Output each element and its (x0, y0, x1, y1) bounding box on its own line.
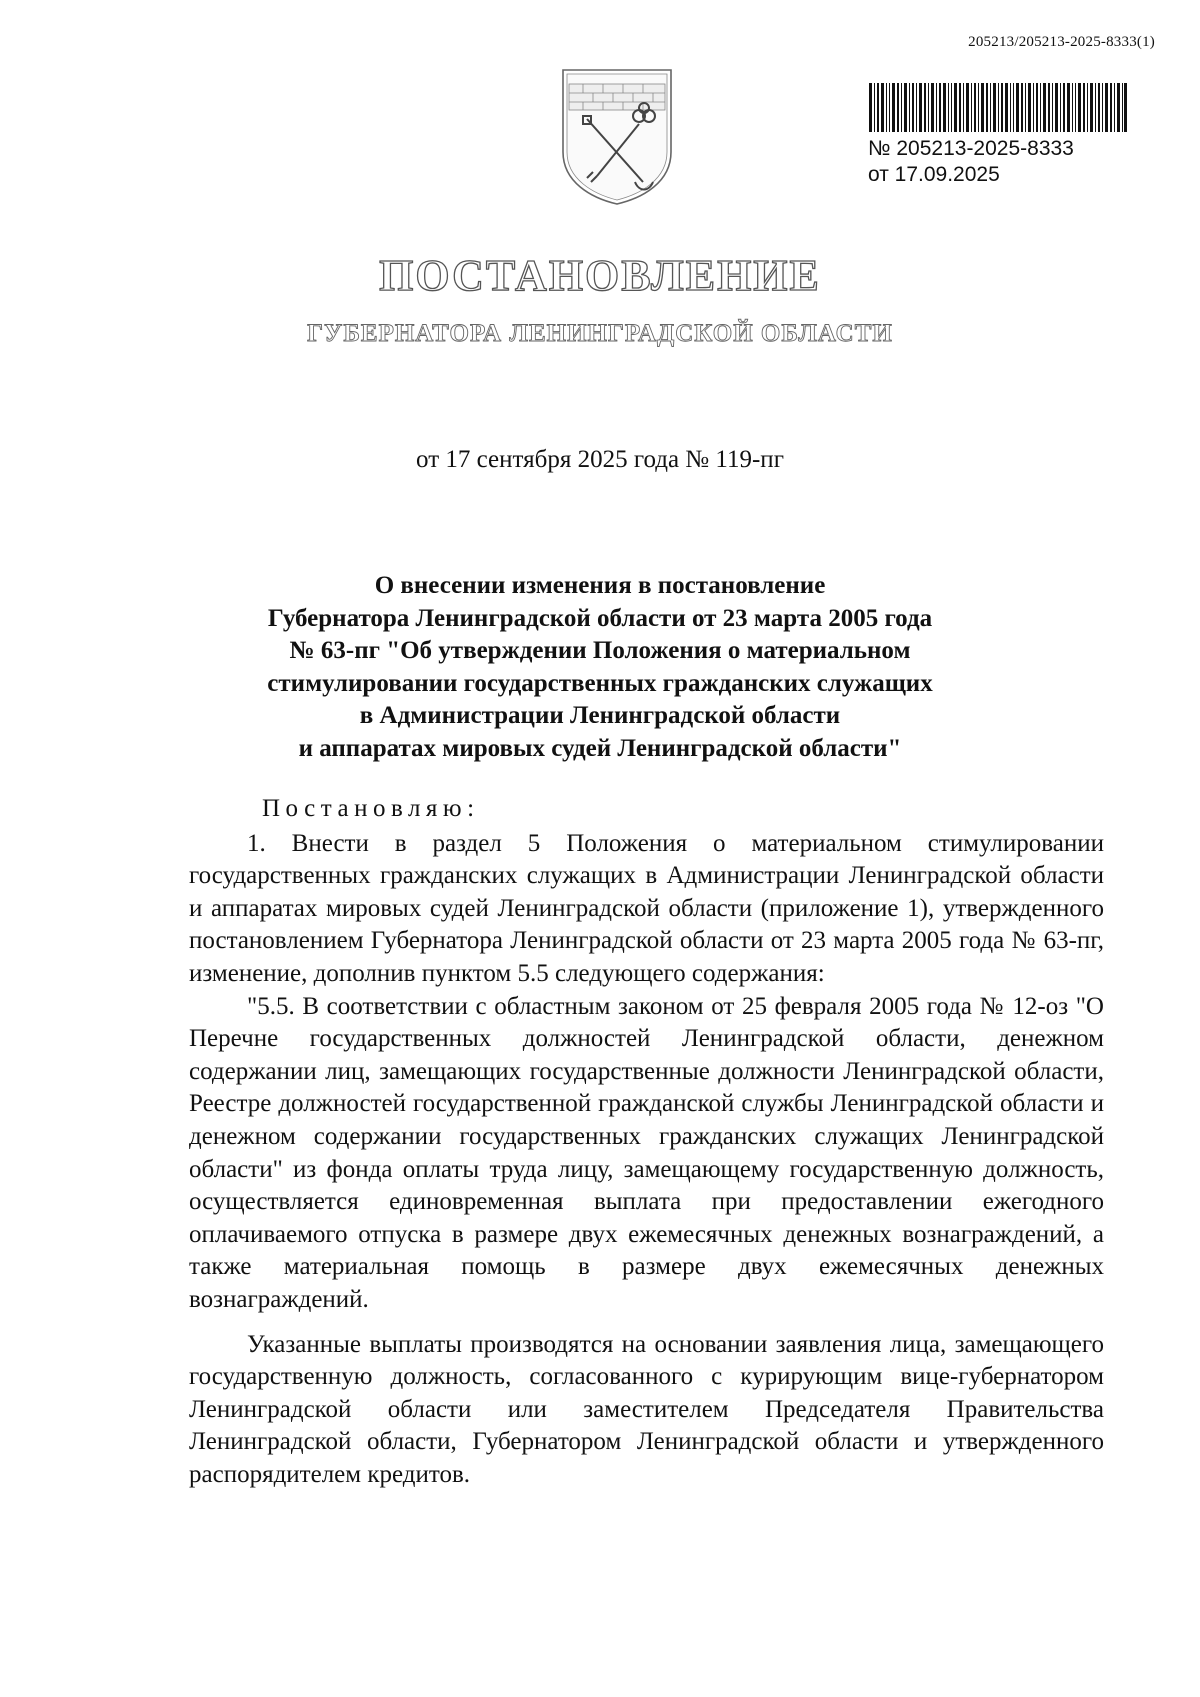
decree-date-line: от 17 сентября 2025 года № 119-пг (416, 446, 784, 473)
heading-line: Губернатора Ленинградской области от 23 марта 2005 года (267, 604, 933, 632)
heading-line: стимулировании государственных гражданских служащих (267, 669, 933, 697)
decree-heading (150, 570, 1050, 765)
document-title: ПОСТАНОВЛЕНИЕ (379, 251, 821, 300)
barcode (869, 83, 1127, 132)
registration-id: 205213/205213-2025-8333(1) (968, 34, 1155, 50)
document-body (189, 795, 1104, 1491)
paragraph-1: 1. Внести в раздел 5 Положения о материальном стимулировании государственных гражданских служащих в Администрации Ленинградской области и аппаратах мировых судей Ленинградской области (приложение 1), утвержденного постановлением Губернатора Ленинградской области от 23 марта 2005 года № 63-пг, изменение, дополнив пунктом 5.5 следующего содержания: (189, 829, 1104, 987)
heading-line: № 63-пг "Об утверждении Положения о материальном (289, 637, 911, 664)
coat-of-arms-emblem (557, 64, 677, 207)
heading-line: О внесении изменения в постановление (374, 572, 826, 599)
paragraph-3: Указанные выплаты производятся на основании заявления лица, замещающего государственную должность, согласованного с курирующим вице-губернатором Ленинградской области или заместителем Председателя Правительства Ленинградской области, Губернатором Ленинградской области и утвержденного распорядителем кредитов. (189, 1330, 1104, 1488)
doc-date-line: от 17.09.2025 (868, 163, 1000, 186)
decree-word: Постановляю: (262, 795, 480, 822)
document-subtitle: ГУБЕРНАТОРА ЛЕНИНГРАДСКОЙ ОБЛАСТИ (307, 320, 893, 347)
paragraph-2: "5.5. В соответствии с областным законом от 25 февраля 2005 года № 12-оз "О Перечне государственных должностей Ленинградской области, денежном содержании лиц, замещающих государственные должности Ленинградской области, Реестре должностей государственной гражданской службы Ленинградской области и денежном содержании государственных гражданских служащих Ленинградской области" из фонда оплаты труда лицу, замещающему государственную должность, осуществляется единовременная выплата при предоставлении ежегодного оплачиваемого отпуска в размере двух ежемесячных денежных вознаграждений, а также материальная помощь в размере двух ежемесячных денежных вознаграждений. (189, 992, 1104, 1313)
heading-line: в Администрации Ленинградской области (359, 702, 841, 729)
heading-line: и аппаратах мировых судей Ленинградской области" (298, 734, 902, 762)
doc-number-line: № 205213-2025-8333 (868, 137, 1074, 160)
document-number (868, 136, 1168, 188)
